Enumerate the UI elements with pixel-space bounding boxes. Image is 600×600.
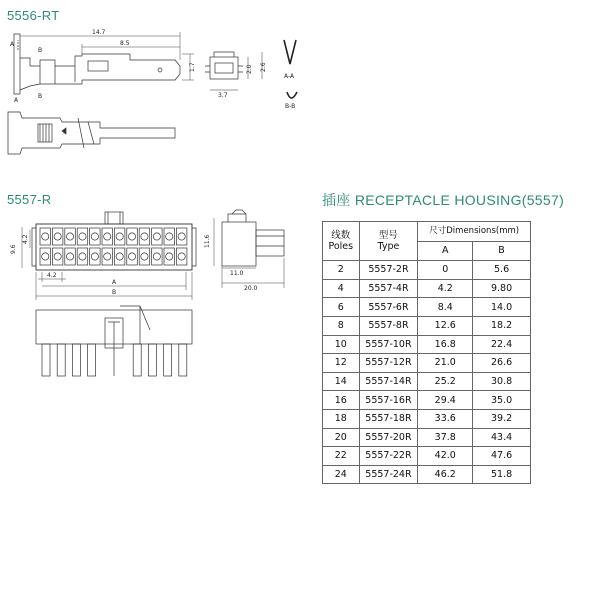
cell-poles: 8 <box>323 316 360 335</box>
col-type-cn: 型号 <box>378 230 398 242</box>
cell-dim-a: 46.2 <box>418 465 473 484</box>
cell-dim-a: 33.6 <box>418 409 473 428</box>
housing-cavity-hole <box>178 253 185 260</box>
cell-type: 5557-22R <box>359 447 418 466</box>
housing-cavity-hole <box>42 253 49 260</box>
housing-pin <box>133 344 141 376</box>
dim-housing-b: B <box>112 289 117 296</box>
cell-dim-b: 9.80 <box>473 279 531 298</box>
cell-type: 5557-20R <box>359 428 418 447</box>
housing-cavity-hole <box>116 233 123 240</box>
cell-poles: 2 <box>323 261 360 280</box>
housing-side-dimension-lines <box>214 218 284 288</box>
col-poles-header <box>323 222 360 261</box>
col-poles-en: Poles <box>328 241 354 253</box>
housing-bottom-view <box>36 306 192 376</box>
col-type-header <box>359 222 418 261</box>
col-dims-header: 尺寸Dimensions(mm) <box>418 222 531 242</box>
section-b-label: B-B <box>285 103 296 110</box>
cell-type: 5557-6R <box>359 298 418 317</box>
cell-poles: 20 <box>323 428 360 447</box>
mark-a-bottom: A <box>14 97 19 104</box>
housing-pin-row <box>42 344 187 376</box>
table-row <box>323 391 531 410</box>
dim-terminal-inner: 8.5 <box>120 40 130 47</box>
dim-terminal-length: 14.7 <box>92 29 106 36</box>
cell-dim-b: 22.4 <box>473 335 531 354</box>
col-poles-cn: 线数 <box>331 230 351 242</box>
housing-heading: 5557-R <box>7 192 52 207</box>
cell-type: 5557-10R <box>359 335 418 354</box>
cell-type: 5557-2R <box>359 261 418 280</box>
cell-poles: 22 <box>323 447 360 466</box>
cell-dim-b: 35.0 <box>473 391 531 410</box>
table-row <box>323 354 531 373</box>
cell-dim-b: 43.4 <box>473 428 531 447</box>
dim-side-depth: 11.0 <box>230 270 244 277</box>
housing-pin <box>72 344 80 376</box>
table-row <box>323 279 531 298</box>
dim-end-height: 2.6 <box>260 62 267 72</box>
cell-poles: 14 <box>323 372 360 391</box>
housing-pin <box>57 344 65 376</box>
cell-dim-b: 30.8 <box>473 372 531 391</box>
cell-dim-a: 29.4 <box>418 391 473 410</box>
cell-type: 5557-14R <box>359 372 418 391</box>
housing-cavity-hole <box>178 233 185 240</box>
table-row <box>323 261 531 280</box>
cell-dim-b: 18.2 <box>473 316 531 335</box>
dim-side-height: 11.6 <box>204 234 211 248</box>
housing-cavity-grid <box>40 228 187 265</box>
cell-dim-a: 37.8 <box>418 428 473 447</box>
housing-cavity-hole <box>141 253 148 260</box>
dim-housing-height: 9.6 <box>10 244 17 254</box>
col-type-en: Type <box>377 241 400 253</box>
cell-dim-b: 47.6 <box>473 447 531 466</box>
cell-type: 5557-18R <box>359 409 418 428</box>
cell-type: 5557-12R <box>359 354 418 373</box>
mark-b-top: B <box>38 47 43 54</box>
cell-type: 5557-24R <box>359 465 418 484</box>
cell-dim-b: 51.8 <box>473 465 531 484</box>
cell-dim-a: 16.8 <box>418 335 473 354</box>
terminal-top-view <box>8 112 175 154</box>
housing-cavity-hole <box>54 253 61 260</box>
housing-cavity-hole <box>153 233 160 240</box>
terminal-sections <box>284 40 297 98</box>
mark-a-top: A <box>10 41 15 48</box>
housing-pin <box>88 344 96 376</box>
cell-dim-a: 4.2 <box>418 279 473 298</box>
cell-dim-b: 39.2 <box>473 409 531 428</box>
housing-cavity-hole <box>166 233 173 240</box>
cell-dim-b: 14.0 <box>473 298 531 317</box>
housing-cavity-hole <box>128 233 135 240</box>
table-row <box>323 298 531 317</box>
cell-dim-a: 21.0 <box>418 354 473 373</box>
cell-poles: 18 <box>323 409 360 428</box>
housing-cavity-hole <box>91 233 98 240</box>
housing-cavity-hole <box>166 253 173 260</box>
housing-pin <box>164 344 172 376</box>
cell-poles: 4 <box>323 279 360 298</box>
mark-b-bottom: B <box>38 93 43 100</box>
table-row <box>323 465 531 484</box>
table-row <box>323 372 531 391</box>
housing-cavity-hole <box>153 253 160 260</box>
housing-front-view <box>32 212 196 270</box>
housing-pin <box>42 344 50 376</box>
dim-housing-pitch: 4.2 <box>47 272 57 279</box>
housing-cavity-hole <box>128 253 135 260</box>
dim-end-base: 3.7 <box>218 92 228 99</box>
cell-dim-b: 26.6 <box>473 354 531 373</box>
receptacle-heading-en: RECEPTACLE HOUSING(5557) <box>354 192 565 208</box>
cell-poles: 6 <box>323 298 360 317</box>
housing-cavity-hole <box>104 233 111 240</box>
col-b-header: B <box>473 241 531 261</box>
housing-cavity-hole <box>141 233 148 240</box>
housing-cavity-hole <box>42 233 49 240</box>
cell-poles: 24 <box>323 465 360 484</box>
cell-type: 5557-8R <box>359 316 418 335</box>
housing-cavity-hole <box>116 253 123 260</box>
dim-housing-a: A <box>112 279 117 286</box>
table-row <box>323 428 531 447</box>
cell-type: 5557-16R <box>359 391 418 410</box>
section-a-label: A-A <box>284 73 295 80</box>
cell-poles: 12 <box>323 354 360 373</box>
table-row <box>323 409 531 428</box>
cell-dim-b: 5.6 <box>473 261 531 280</box>
dim-side-length: 20.0 <box>244 285 258 292</box>
receptacle-spec-table <box>322 221 531 484</box>
table-row <box>323 447 531 466</box>
housing-cavity-hole <box>54 233 61 240</box>
dim-end-width: 2.0 <box>246 64 253 74</box>
housing-cavity-hole <box>79 233 86 240</box>
dim-housing-pitch-vertical: 4.2 <box>22 234 29 244</box>
housing-cavity-hole <box>104 253 111 260</box>
cell-type: 5557-4R <box>359 279 418 298</box>
col-a-header: A <box>418 241 473 261</box>
terminal-dimension-lines <box>20 32 194 80</box>
housing-cavity-hole <box>79 253 86 260</box>
dim-terminal-height: 1.7 <box>189 62 196 72</box>
terminal-side-view <box>14 34 180 94</box>
cell-dim-a: 8.4 <box>418 298 473 317</box>
cell-dim-a: 25.2 <box>418 372 473 391</box>
housing-pin <box>179 344 187 376</box>
terminal-heading: 5556-RT <box>7 8 60 23</box>
cell-dim-a: 12.6 <box>418 316 473 335</box>
housing-side-view <box>222 210 284 266</box>
table-row <box>323 316 531 335</box>
cell-dim-a: 42.0 <box>418 447 473 466</box>
cell-poles: 16 <box>323 391 360 410</box>
table-row <box>323 335 531 354</box>
housing-cavity-hole <box>66 253 73 260</box>
receptacle-heading-cn: 插座 <box>322 193 351 209</box>
housing-pin <box>148 344 156 376</box>
cell-dim-a: 0 <box>418 261 473 280</box>
terminal-end-view <box>205 52 262 90</box>
housing-cavity-hole <box>91 253 98 260</box>
housing-dimension-lines <box>22 227 192 300</box>
cell-poles: 10 <box>323 335 360 354</box>
housing-cavity-hole <box>66 233 73 240</box>
